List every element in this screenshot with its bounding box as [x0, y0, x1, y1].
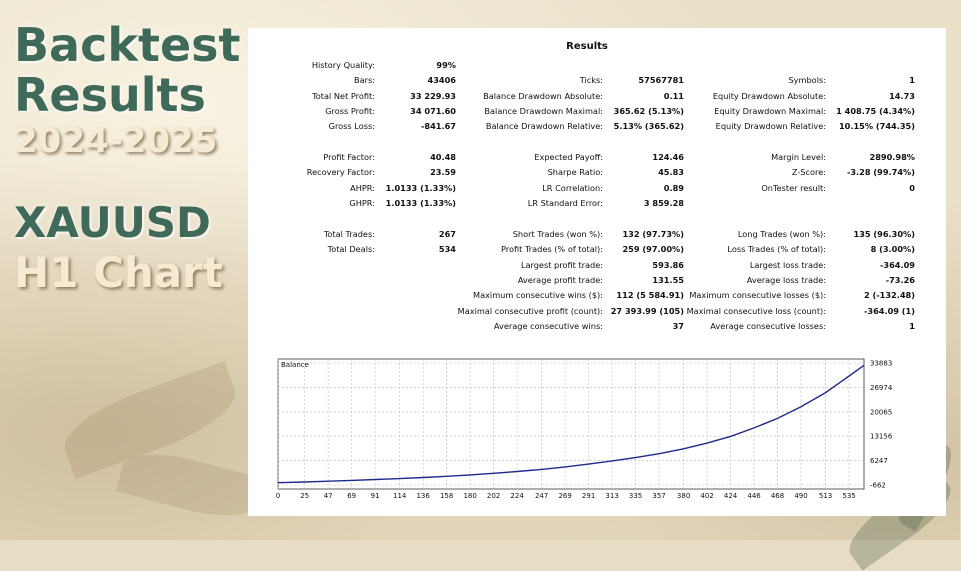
title-line-timeframe: H1 Chart	[14, 248, 223, 297]
result-label: Maximum consecutive losses ($):	[689, 290, 826, 301]
result-label: Largest loss trade:	[749, 259, 826, 270]
result-label: Profit Trades (% of total):	[501, 244, 603, 255]
result-label: Z-Score:	[791, 167, 826, 178]
x-tick-label: 47	[323, 492, 333, 500]
result-value: 8 (3.00%)	[870, 244, 915, 255]
result-value: 33 229.93	[410, 90, 456, 101]
result-value: 57567781	[638, 75, 684, 86]
result-value: -364.09	[880, 259, 915, 270]
result-value: 40.48	[430, 152, 456, 163]
x-tick-label: 380	[676, 492, 691, 500]
title-line-results: Results	[14, 68, 206, 122]
x-tick-label: 402	[700, 492, 714, 500]
y-tick-label: 13156	[870, 432, 893, 441]
result-value: 10.15% (744.35)	[838, 121, 915, 132]
result-label: Maximum consecutive wins ($):	[473, 290, 603, 301]
result-label: Equity Drawdown Absolute:	[712, 90, 826, 101]
title-line-symbol: XAUUSD	[14, 198, 211, 247]
title-line-backtest: Backtest	[14, 18, 241, 72]
result-value: 259 (97.00%)	[622, 244, 684, 255]
x-tick-label: 114	[392, 492, 407, 500]
result-label: Short Trades (won %):	[512, 228, 603, 239]
result-label: Total Trades:	[323, 228, 375, 239]
x-tick-label: 0	[275, 492, 281, 500]
result-value: 593.86	[652, 259, 684, 270]
chart-title: Balance	[281, 361, 309, 369]
result-label: LR Standard Error:	[527, 198, 603, 209]
result-value: 1	[909, 75, 915, 86]
result-label: Balance Drawdown Maximal:	[484, 106, 603, 117]
result-label: Average consecutive losses:	[710, 320, 826, 331]
y-tick-label: 33883	[870, 359, 893, 368]
result-value: 112 (5 584.91)	[616, 290, 684, 301]
result-label: Profit Factor:	[323, 152, 375, 163]
result-value: 1.0133 (1.33%)	[385, 182, 456, 193]
result-label: Total Net Profit:	[312, 90, 375, 101]
x-tick-label: 446	[747, 492, 761, 500]
result-value: 99%	[436, 60, 456, 70]
result-label: Average profit trade:	[517, 274, 603, 285]
x-tick-label: 291	[581, 492, 596, 500]
result-value: 45.83	[658, 167, 684, 178]
result-label: Balance Drawdown Absolute:	[483, 90, 603, 101]
result-label: Recovery Factor:	[306, 167, 375, 178]
result-value: 0.89	[663, 182, 684, 193]
result-value: 132 (97.73%)	[622, 228, 684, 239]
x-tick-label: 490	[794, 492, 808, 500]
result-label: Loss Trades (% of total):	[727, 244, 826, 255]
x-tick-label: 25	[300, 492, 310, 500]
result-value: 1	[909, 320, 915, 331]
result-value: 1.0133 (1.33%)	[385, 198, 456, 209]
x-tick-label: 180	[463, 492, 477, 500]
result-value: 0.11	[663, 90, 684, 101]
x-tick-label: 313	[605, 492, 619, 500]
x-tick-label: 136	[416, 492, 430, 500]
x-tick-label: 424	[723, 492, 738, 500]
result-label: OnTester result:	[761, 182, 826, 193]
result-value: 27 393.99 (105)	[610, 305, 684, 316]
result-value: 23.59	[430, 167, 456, 178]
result-value: 365.62 (5.13%)	[613, 106, 684, 117]
result-label: AHPR:	[350, 182, 375, 193]
balance-chart	[275, 356, 893, 500]
y-tick-label: -662	[870, 481, 886, 490]
result-label: Average loss trade:	[746, 274, 826, 285]
result-value: 267	[438, 228, 456, 239]
result-value: 1 408.75 (4.34%)	[836, 106, 915, 117]
x-tick-label: 468	[770, 492, 785, 500]
result-label: Bars:	[353, 75, 375, 86]
x-tick-label: 535	[842, 492, 856, 500]
result-value: 3 859.28	[643, 198, 684, 209]
result-value: -364.09 (1)	[863, 305, 915, 316]
x-tick-label: 513	[818, 492, 833, 500]
result-label: Average consecutive wins:	[493, 320, 603, 331]
result-label: Equity Drawdown Maximal:	[714, 106, 826, 117]
result-value: 131.55	[652, 274, 684, 285]
title-block	[14, 18, 241, 297]
result-label: Largest profit trade:	[520, 259, 603, 270]
result-value: 534	[438, 244, 456, 255]
result-value: -841.67	[421, 121, 456, 132]
result-value: 37	[672, 320, 684, 331]
result-label: Equity Drawdown Relative:	[715, 121, 826, 132]
result-label: Maximal consecutive loss (count):	[686, 305, 826, 316]
results-heading: Results	[566, 41, 608, 52]
result-value: 34 071.60	[410, 106, 456, 117]
result-label: Symbols:	[788, 75, 826, 86]
result-label: Gross Profit:	[325, 106, 375, 117]
result-label: LR Correlation:	[542, 182, 603, 193]
result-label: Total Deals:	[327, 244, 375, 255]
x-tick-label: 224	[510, 492, 524, 500]
result-label: Balance Drawdown Relative:	[485, 121, 603, 132]
result-value: 2890.98%	[869, 152, 915, 163]
x-tick-label: 357	[652, 492, 666, 500]
result-label: Expected Payoff:	[534, 152, 603, 163]
x-tick-label: 335	[628, 492, 643, 500]
title-line-years: 2024-2025	[14, 121, 218, 161]
result-value: -73.26	[885, 274, 915, 285]
result-value: 0	[909, 182, 915, 193]
y-tick-label: 26974	[870, 383, 893, 392]
result-label: Sharpe Ratio:	[547, 167, 603, 178]
result-value: 2 (-132.48)	[863, 290, 915, 301]
result-value: 124.46	[652, 152, 684, 163]
result-label: Gross Loss:	[328, 121, 375, 132]
result-value: 14.73	[889, 90, 915, 101]
x-tick-label: 247	[534, 492, 549, 500]
result-label: Long Trades (won %):	[737, 228, 826, 239]
result-value: 43406	[427, 75, 456, 86]
result-value: 135 (96.30%)	[853, 228, 915, 239]
y-tick-label: 6247	[870, 457, 888, 466]
result-value: 5.13% (365.62)	[613, 121, 684, 132]
x-tick-label: 158	[439, 492, 454, 500]
result-label: Maximal consecutive profit (count):	[457, 305, 603, 316]
result-label: History Quality:	[311, 60, 375, 70]
x-tick-label: 202	[486, 492, 501, 500]
chart-frame	[278, 359, 864, 489]
y-tick-label: 20065	[870, 408, 893, 417]
result-label: Margin Level:	[771, 152, 826, 163]
x-tick-label: 91	[370, 492, 380, 500]
result-value: -3.28 (99.74%)	[846, 167, 915, 178]
x-tick-label: 69	[347, 492, 357, 500]
result-label: Ticks:	[579, 75, 603, 86]
result-label: GHPR:	[349, 198, 375, 209]
x-tick-label: 269	[558, 492, 572, 500]
